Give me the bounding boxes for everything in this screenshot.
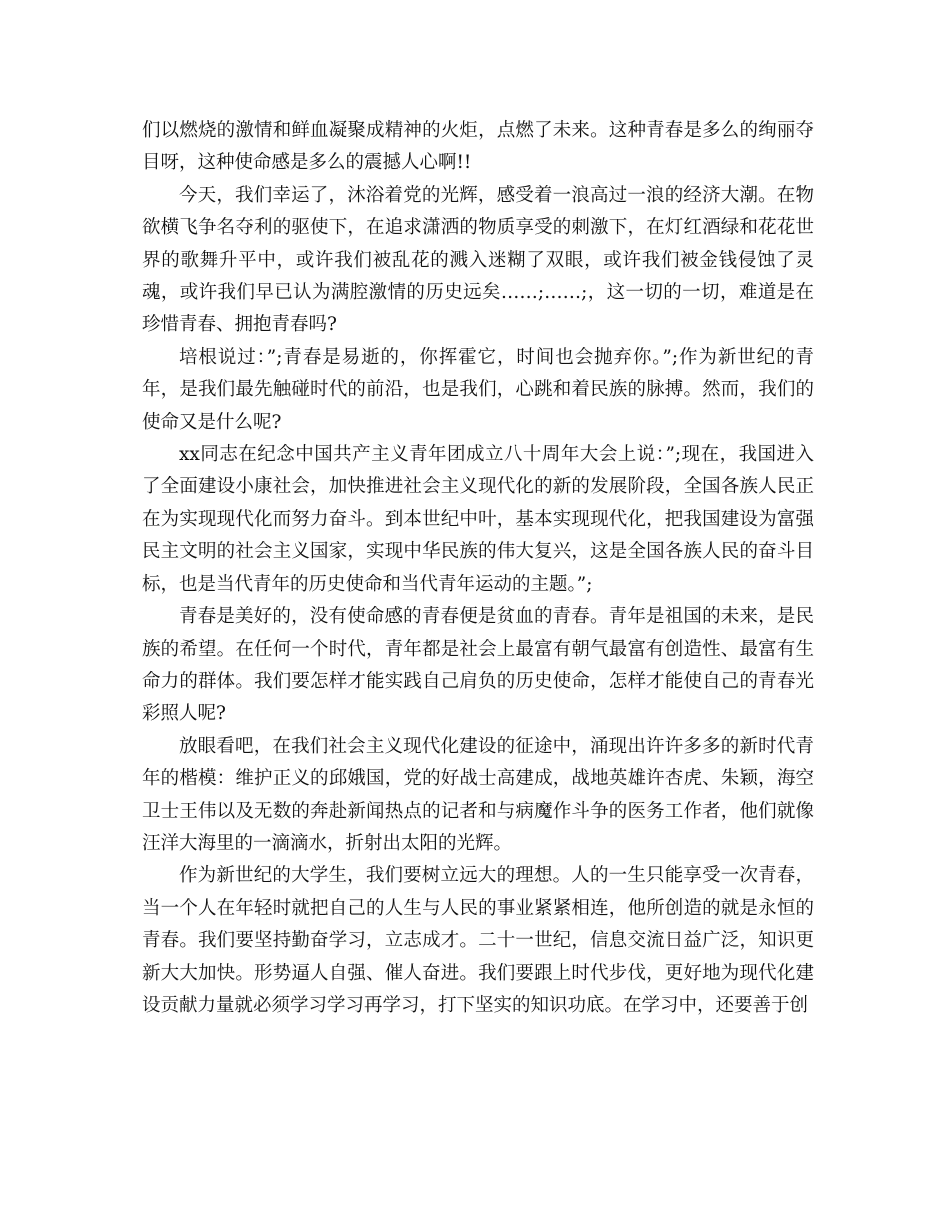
- paragraph: 作为新世纪的大学生，我们要树立远大的理想。人的一生只能享受一次青春，当一个人在年轻时就把自己的人生与人民的事业紧紧相连，他所创造的就是永恒的青春。我们要坚持勤奋学习，立志成才。二十一世纪，信息交流日益广泛，知识更新大大加快。形势逼人自强、催人奋进。我们要跟上时代步伐，更好地为现代化建设贡献力量就必须学习学习再学习，打下坚实的知识功底。在学习中，还要善于创: [142, 865, 814, 1016]
- paragraph: 青春是美好的，没有使命感的青春便是贫血的青春。青年是祖国的未来，是民族的希望。在任何一个时代，青年都是社会上最富有朝气最富有创造性、最富有生命力的群体。我们要怎样才能实践自己肩负的历史使命，怎样才能使自己的青春光彩照人呢?: [142, 606, 814, 725]
- paragraph: xx同志在纪念中国共产主义青年团成立八十周年大会上说：”;现在，我国进入了全面建设小康社会，加快推进社会主义现代化的新的发展阶段，全国各族人民正在为实现现代化而努力奋斗。到本世纪中叶，基本实现现代化，把我国建设为富强民主文明的社会主义国家，实现中华民族的伟大复兴，这是全国各族人民的奋斗目标，也是当代青年的历史使命和当代青年运动的主题。”;: [142, 444, 814, 595]
- paragraph: 放眼看吧，在我们社会主义现代化建设的征途中，涌现出许许多多的新时代青年的楷模：维护正义的邱娥国，党的好战士高建成，战地英雄许杏虎、朱颖，海空卫士王伟以及无数的奔赴新闻热点的记者和与病魔作斗争的医务工作者，他们就像汪洋大海里的一滴滴水，折射出太阳的光辉。: [142, 735, 814, 854]
- paragraph-continuation: 们以燃烧的激情和鲜血凝聚成精神的火炬，点燃了未来。这种青春是多么的绚丽夺目呀，这种使命感是多么的震撼人心啊!!: [142, 120, 814, 174]
- paragraph: 今天，我们幸运了，沐浴着党的光辉，感受着一浪高过一浪的经济大潮。在物欲横飞争名夺利的驱使下，在追求潇洒的物质享受的刺激下，在灯红酒绿和花花世界的歌舞升平中，或许我们被乱花的溅入迷糊了双眼，或许我们被金钱侵蚀了灵魂，或许我们早已认为满腔激情的历史远矣……;……;，这一切的一切，难道是在珍惜青春、拥抱青春吗?: [142, 184, 814, 336]
- paragraph: 培根说过：”;青春是易逝的，你挥霍它，时间也会抛弃你。”;作为新世纪的青年，是我们最先触碰时代的前沿，也是我们，心跳和着民族的脉搏。然而，我们的使命又是什么呢?: [142, 346, 814, 433]
- document-body: [142, 115, 814, 1022]
